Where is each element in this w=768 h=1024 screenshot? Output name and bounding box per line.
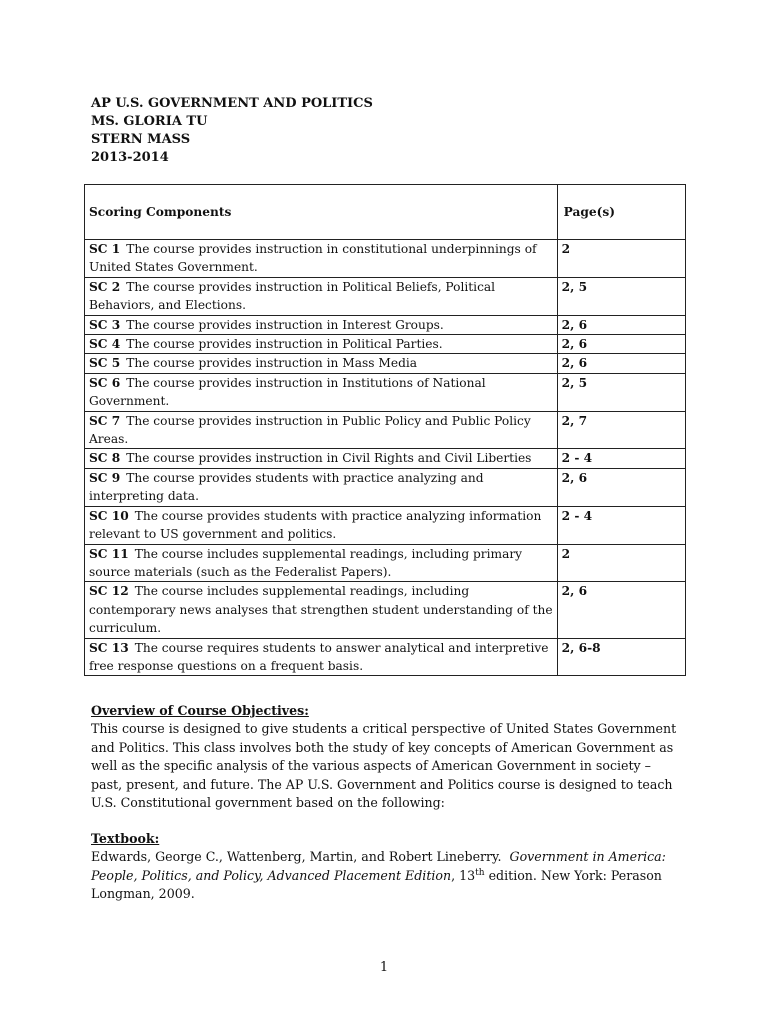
table-row bbox=[85, 506, 686, 544]
school-name: STERN MASS bbox=[91, 132, 191, 147]
pages-cell: 2, 5 bbox=[557, 277, 685, 315]
pages-cell: 2, 6 bbox=[557, 468, 685, 506]
component-code: SC 1 bbox=[89, 242, 121, 256]
component-text: The course provides instruction in Institutions of National Government. bbox=[89, 375, 486, 409]
component-text: The course provides students with practice analyzing information relevant to US government and politics. bbox=[89, 508, 542, 542]
textbook-book-title: Government in America: People, Politics, and Policy, Advanced Placement Edition bbox=[91, 849, 666, 883]
header-pages: Page(s) bbox=[557, 185, 685, 240]
pages-cell: 2 - 4 bbox=[557, 506, 685, 544]
component-code: SC 12 bbox=[89, 584, 129, 599]
pages-cell: 2, 6-8 bbox=[557, 638, 685, 676]
document-heading bbox=[91, 95, 373, 167]
component-code: SC 11 bbox=[89, 546, 129, 561]
component-text: The course provides instruction in constitutional underpinnings of United States Government. bbox=[89, 242, 537, 275]
component-text: The course provides instruction in Political Parties. bbox=[126, 337, 443, 352]
component-code: SC 9 bbox=[89, 470, 121, 485]
component-code: SC 13 bbox=[89, 640, 129, 655]
teacher-name: MS. GLORIA TU bbox=[91, 114, 208, 129]
component-text: The course provides instruction in Civil Rights and Civil Liberties bbox=[126, 451, 532, 466]
component-code: SC 5 bbox=[89, 356, 121, 371]
component-cell bbox=[85, 449, 558, 468]
table-row bbox=[85, 449, 686, 468]
table-row bbox=[85, 315, 686, 334]
textbook-edition-suffix: th bbox=[475, 867, 485, 878]
component-text: The course provides students with practice analyzing and interpreting data. bbox=[89, 470, 484, 504]
pages-cell: 2, 6 bbox=[557, 315, 685, 334]
overview-section bbox=[91, 702, 681, 812]
table-row bbox=[85, 335, 686, 354]
component-code: SC 6 bbox=[89, 375, 121, 390]
textbook-publisher: edition. New York: Perason Longman, 2009. bbox=[91, 867, 662, 902]
component-cell bbox=[85, 638, 558, 676]
component-code: SC 2 bbox=[89, 279, 121, 294]
component-cell bbox=[85, 315, 558, 334]
component-cell bbox=[85, 411, 558, 449]
textbook-section bbox=[91, 830, 681, 904]
table-row bbox=[85, 277, 686, 315]
textbook-authors: Edwards, George C., Wattenberg, Martin, and Robert Lineberry. bbox=[91, 849, 502, 865]
component-code: SC 8 bbox=[89, 451, 121, 466]
header-scoring-components: Scoring Components bbox=[85, 185, 558, 240]
pages-cell: 2 bbox=[557, 240, 685, 278]
course-title: AP U.S. GOVERNMENT AND POLITICS bbox=[91, 96, 373, 111]
pages-cell: 2, 7 bbox=[557, 411, 685, 449]
table-row bbox=[85, 411, 686, 449]
component-text: The course includes supplemental readings, including contemporary news analyses that strengthen student understanding of the curriculum. bbox=[89, 584, 553, 636]
pages-cell: 2, 6 bbox=[557, 354, 685, 373]
pages-cell: 2 - 4 bbox=[557, 449, 685, 468]
component-cell bbox=[85, 506, 558, 544]
component-cell bbox=[85, 544, 558, 582]
component-cell bbox=[85, 335, 558, 354]
pages-cell: 2, 6 bbox=[557, 582, 685, 638]
component-cell bbox=[85, 277, 558, 315]
component-text: The course provides instruction in Interest Groups. bbox=[126, 317, 444, 332]
component-cell bbox=[85, 354, 558, 373]
component-text: The course provides instruction in Mass Media bbox=[126, 356, 418, 371]
table-row bbox=[85, 373, 686, 411]
component-code: SC 10 bbox=[89, 508, 129, 523]
table-row bbox=[85, 468, 686, 506]
table-row bbox=[85, 638, 686, 676]
component-cell bbox=[85, 240, 558, 278]
component-cell bbox=[85, 582, 558, 638]
table-row bbox=[85, 240, 686, 278]
scoring-components-table bbox=[84, 184, 686, 676]
textbook-edition-number: 13 bbox=[459, 867, 476, 883]
pages-cell: 2, 5 bbox=[557, 373, 685, 411]
component-code: SC 3 bbox=[89, 317, 121, 332]
component-cell bbox=[85, 468, 558, 506]
component-cell bbox=[85, 373, 558, 411]
component-text: The course includes supplemental readings, including primary source materials (such as the Federalist Papers). bbox=[89, 546, 523, 579]
table-header-row bbox=[85, 185, 686, 240]
school-year: 2013-2014 bbox=[91, 150, 169, 165]
page-number: 1 bbox=[379, 960, 389, 975]
overview-body: This course is designed to give students a critical perspective of United States Government and Politics. This class involves both the study of key concepts of American Government as well as the specific analysis of the various aspects of American Government in society – past, present, and future. The AP U.S. Government and Politics course is designed to teach U.S. Constitutional government based on the following: bbox=[91, 721, 677, 811]
component-text: The course provides instruction in Political Beliefs, Political Behaviors, and Elections. bbox=[89, 279, 496, 313]
component-text: The course provides instruction in Public Policy and Public Policy Areas. bbox=[89, 413, 531, 447]
textbook-title: Textbook: bbox=[91, 831, 160, 846]
pages-cell: 2, 6 bbox=[557, 335, 685, 354]
overview-title: Overview of Course Objectives: bbox=[91, 703, 309, 718]
component-code: SC 7 bbox=[89, 413, 121, 428]
table-row bbox=[85, 582, 686, 638]
table-row bbox=[85, 354, 686, 373]
textbook-citation: Edwards, George C., Wattenberg, Martin, and Robert Lineberry. Government in America: People, Politics, and Policy, Advanced Placement Edition, 13th edition. New York: Perason Longman, 2009. bbox=[91, 849, 666, 902]
table-row bbox=[85, 544, 686, 582]
pages-cell: 2 bbox=[557, 544, 685, 582]
component-code: SC 4 bbox=[89, 337, 121, 352]
component-text: The course requires students to answer analytical and interpretive free response questions on a frequent basis. bbox=[89, 640, 549, 673]
